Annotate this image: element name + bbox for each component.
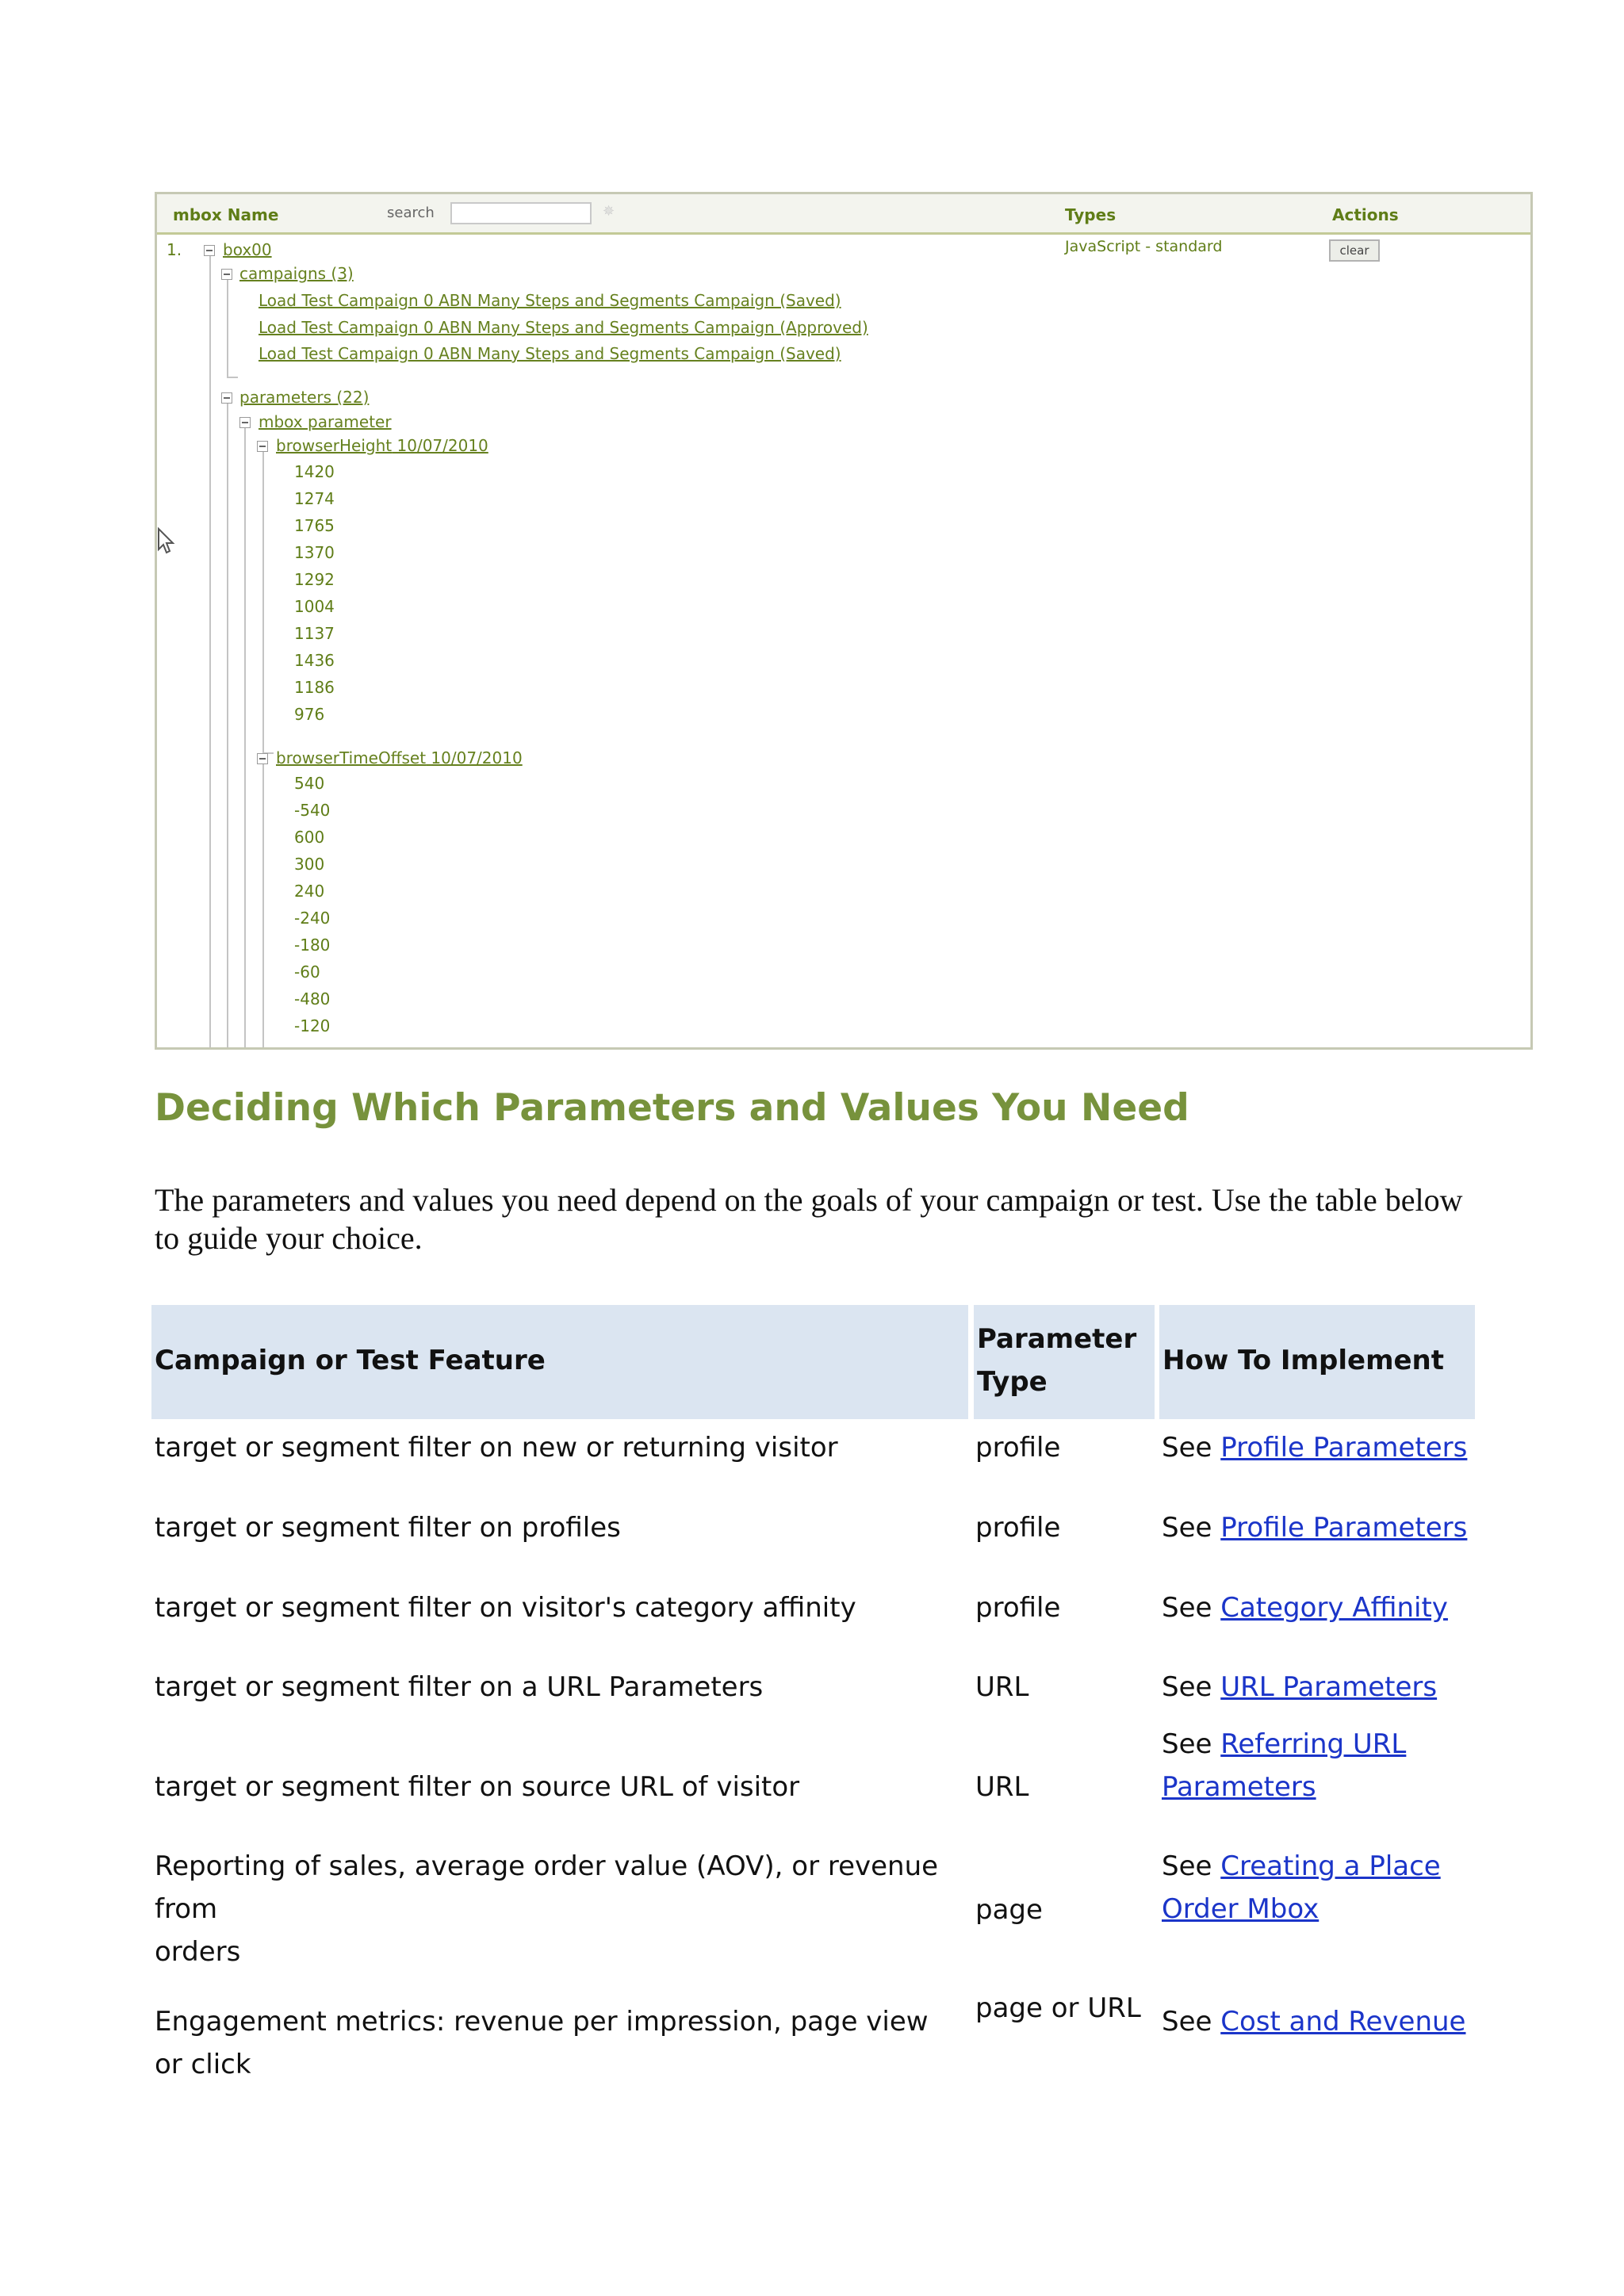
table-cell-type: profile <box>975 1432 1061 1464</box>
browser-height-node[interactable] <box>276 436 488 455</box>
parameter-value: 1274 <box>294 489 335 508</box>
parameter-value: 1186 <box>294 678 335 697</box>
parameter-value: -60 <box>294 962 320 982</box>
feature-line: orders <box>155 1936 241 1968</box>
parameter-value: 1370 <box>294 543 335 562</box>
cost-and-revenue-link[interactable]: Cost and Revenue <box>1220 2006 1466 2038</box>
table-cell-type: page or URL <box>975 1992 1141 2024</box>
table-cell-type: URL <box>975 1671 1029 1703</box>
collapse-toggle-icon[interactable] <box>239 417 251 428</box>
parameter-value: 540 <box>294 774 325 793</box>
see-text: See <box>1162 1512 1221 1544</box>
campaign-link[interactable]: Load Test Campaign 0 ABN Many Steps and Segments Campaign (Saved) <box>259 291 841 310</box>
table-cell-feature: target or segment filter on profiles <box>155 1512 621 1544</box>
parameters-node[interactable]: parameters (22) <box>239 388 370 407</box>
header-label: Type <box>977 1366 1048 1398</box>
parameter-value: 1420 <box>294 462 335 481</box>
tree-line <box>227 272 228 377</box>
tree-header <box>157 194 1530 235</box>
parameter-value: -120 <box>294 1016 331 1035</box>
types-column-header: Types <box>1065 205 1116 224</box>
parameter-name: browserHeight <box>276 436 393 455</box>
browser-time-offset-node[interactable] <box>276 748 523 767</box>
search-clear-icon[interactable]: ✵ <box>603 203 615 220</box>
see-text: See <box>1162 1728 1221 1760</box>
feature-line: Reporting of sales, average order value (AOV), or revenue from <box>155 1850 939 1925</box>
table-cell-feature: target or segment filter on visitor's category affinity <box>155 1592 856 1624</box>
parameter-value: -540 <box>294 801 331 820</box>
search-label: search <box>387 205 435 221</box>
profile-parameters-link[interactable]: Profile Parameters <box>1220 1512 1468 1544</box>
row-index: 1. <box>167 240 182 259</box>
table-cell-how <box>1162 1666 1471 1709</box>
referring-url-parameters-link[interactable]: Parameters <box>1162 1771 1316 1803</box>
header-label: How To Implement <box>1162 1345 1445 1376</box>
mbox-name-column-header: mbox Name <box>173 205 279 224</box>
table-cell-type: page <box>975 1894 1043 1926</box>
collapse-toggle-icon[interactable] <box>257 441 268 452</box>
mbox-parameter-node[interactable]: mbox parameter <box>259 412 392 431</box>
place-order-mbox-link[interactable]: Order Mbox <box>1162 1893 1320 1925</box>
table-cell-how <box>1162 1723 1471 1808</box>
feature-column-header <box>151 1305 968 1419</box>
table-cell-type: profile <box>975 1512 1061 1544</box>
table-cell-feature: Engagement metrics: revenue per impression, page view or click <box>155 2006 929 2080</box>
parameter-value: 600 <box>294 828 325 847</box>
parameter-value: -180 <box>294 936 331 955</box>
parameter-type-column-header <box>974 1305 1155 1419</box>
tree-line <box>209 248 211 1050</box>
parameter-value: 1137 <box>294 624 335 643</box>
mbox-tree-screenshot <box>155 192 1533 1050</box>
parameter-value: 976 <box>294 705 325 724</box>
parameter-value: -240 <box>294 909 331 928</box>
see-text: See <box>1162 1432 1221 1464</box>
collapse-toggle-icon[interactable] <box>221 269 232 280</box>
url-parameters-link[interactable]: URL Parameters <box>1220 1671 1438 1703</box>
parameter-date: 10/07/2010 <box>431 748 523 767</box>
table-cell-feature: target or segment filter on new or returning visitor <box>155 1432 838 1464</box>
actions-column-header: Actions <box>1332 205 1399 224</box>
tree-line <box>262 448 264 752</box>
parameter-date: 10/07/2010 <box>396 436 488 455</box>
parameter-value: -480 <box>294 989 331 1008</box>
parameter-value: 1436 <box>294 651 335 670</box>
profile-parameters-link[interactable]: Profile Parameters <box>1220 1432 1468 1464</box>
table-cell-how <box>1162 1506 1471 1549</box>
intro-paragraph: The parameters and values you need depend on the goals of your campaign or test. Use the table below to guide your choice. <box>155 1182 1463 1256</box>
mouse-cursor-icon <box>157 527 176 556</box>
campaign-link[interactable]: Load Test Campaign 0 ABN Many Steps and Segments Campaign (Approved) <box>259 318 868 337</box>
collapse-toggle-icon[interactable] <box>221 392 232 404</box>
parameter-value: 300 <box>294 855 325 874</box>
tree-line <box>244 424 246 1050</box>
table-cell-feature <box>155 1845 948 1973</box>
referring-url-parameters-link[interactable]: Referring URL <box>1220 1728 1407 1760</box>
see-text: See <box>1162 1850 1221 1882</box>
table-cell-feature: target or segment filter on a URL Parameters <box>155 1671 764 1703</box>
table-cell-how <box>1162 1586 1471 1629</box>
parameter-name: browserTimeOffset <box>276 748 427 767</box>
see-text: See <box>1162 1592 1221 1624</box>
parameter-value: 240 <box>294 882 325 901</box>
table-cell-feature: target or segment filter on source URL of visitor <box>155 1771 800 1803</box>
mbox-link[interactable]: box00 <box>223 240 272 259</box>
table-cell-how <box>1162 2000 1471 2043</box>
place-order-mbox-link[interactable]: Creating a Place <box>1220 1850 1441 1882</box>
section-heading: Deciding Which Parameters and Values You Need <box>155 1086 1189 1130</box>
tree-line <box>227 377 238 378</box>
table-cell-type: URL <box>975 1771 1029 1803</box>
parameter-value: 1004 <box>294 597 335 616</box>
campaigns-node[interactable]: campaigns (3) <box>239 264 354 283</box>
how-to-implement-column-header <box>1159 1305 1475 1419</box>
see-text: See <box>1162 2006 1221 2038</box>
campaign-link[interactable]: Load Test Campaign 0 ABN Many Steps and Segments Campaign (Saved) <box>259 344 841 363</box>
table-cell-type: profile <box>975 1592 1061 1624</box>
see-text: See <box>1162 1671 1221 1703</box>
mbox-type: JavaScript - standard <box>1065 238 1223 255</box>
table-cell-how <box>1162 1426 1471 1469</box>
parameter-value: 1292 <box>294 570 335 589</box>
collapse-toggle-icon[interactable] <box>257 753 268 764</box>
tree-line <box>262 760 264 1050</box>
parameter-value: 1765 <box>294 516 335 535</box>
clear-button[interactable]: clear <box>1329 239 1380 262</box>
search-input[interactable] <box>450 202 592 224</box>
header-label: Parameter <box>977 1323 1137 1355</box>
table-cell-how <box>1162 1845 1471 1931</box>
tree-line <box>227 399 228 1050</box>
collapse-toggle-icon[interactable] <box>204 245 215 256</box>
category-affinity-link[interactable]: Category Affinity <box>1220 1592 1448 1624</box>
header-label: Campaign or Test Feature <box>155 1345 546 1376</box>
